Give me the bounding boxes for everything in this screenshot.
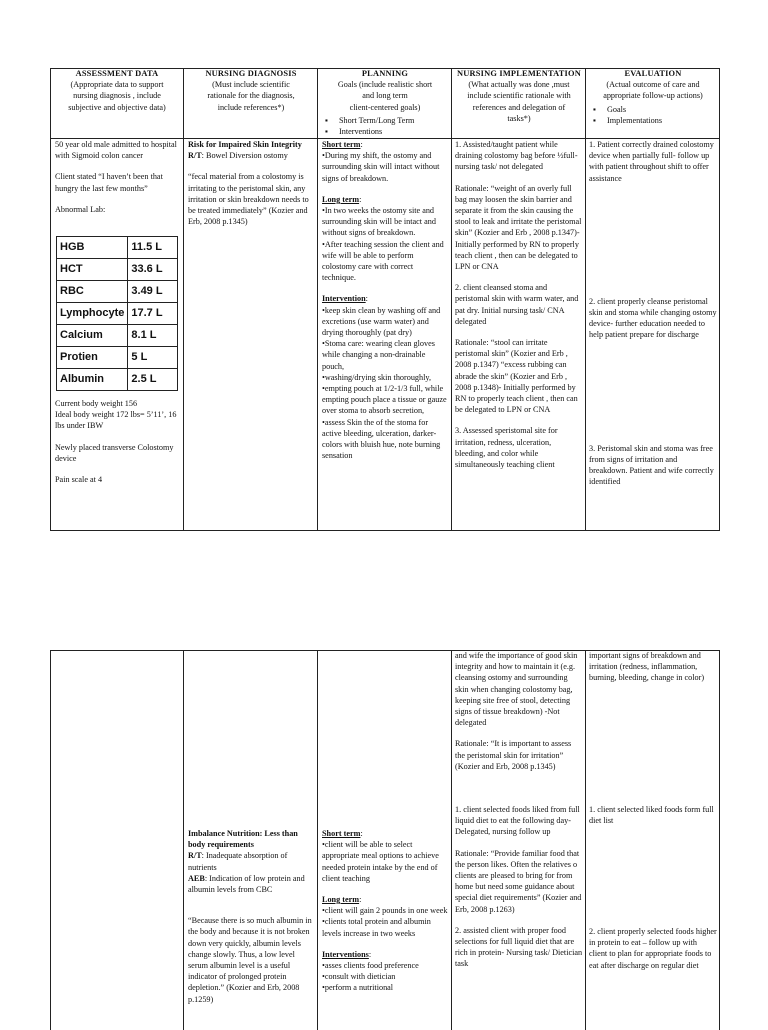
- header-subtitle: include scientific rationale with: [467, 91, 571, 101]
- header-bullet: ▪ Implementations: [589, 115, 717, 126]
- lab-value: 2.5 L: [128, 369, 178, 391]
- header-bullet: ▪ Short Term/Long Term: [321, 115, 449, 126]
- implementation-item: 3. Assessed speristomal site for irritation, redness, ulceration, bleeding, and color while simultaneously teaching client: [455, 426, 558, 470]
- interventions: •keep skin clean by washing off and excretions (use warm water) and drying thoroughly (pat dry) •Stoma care: wearing clean gloves while changing a non-drainable pouch, •washing/drying skin thoroughly, •empting pouch at 1/2-1/3 full, while empting pouch place a tissue or gauze over stoma to absorb secretion, •assess Skin the of the stoma for active bleeding, ulceration, darker-colors with bluish hue, note burning sensation: [322, 305, 447, 461]
- header-title: PLANNING: [361, 69, 409, 78]
- planning-cell: Short term: •During my shift, the ostomy and surrounding skin will intact without signs of breakdown. Long term: •In two weeks the ostomy site and surrounding skin will be intact and without signs of breakdown. •After teaching session the client and wife will be able to perform colostomy care with correct technique. Intervention: •keep skin clean by washing off and excretions (use warm water) and drying thoroughly (pat dry) •Stoma care: wearing clean gloves while changing a non-drainable pouch, •washing/drying skin thoroughly, •empting pouch at 1/2-1/3 full, while empting pouch place a tissue or gauze over stoma to absorb secretion, •assess Skin the of the stoma for active bleeding, ulceration, darker-colors with bluish hue, note burning sensation: [322, 139, 449, 529]
- header-title: NURSING DIAGNOSIS: [205, 69, 297, 78]
- lab-name: Lymphocyte: [57, 303, 128, 325]
- header-title: NURSING IMPLEMENTATION: [457, 69, 581, 78]
- header-subtitle: include references*): [217, 102, 285, 112]
- evaluation-item: 1. client selected liked foods form full diet list: [589, 804, 714, 825]
- long-term-goals: •In two weeks the ostomy site and surrounding skin will be intact and without signs of breakdown. •After teaching session the client and wife will be able to perform colostomy care with correct technique.: [322, 206, 444, 283]
- lab-row: [57, 303, 178, 325]
- lab-name: RBC: [57, 281, 128, 303]
- long-term-label: Long term: [322, 895, 360, 905]
- lab-row: [57, 259, 178, 281]
- header-subtitle: (What actually was done ,must: [468, 80, 570, 90]
- column-divider: [183, 650, 184, 1030]
- header-subtitle: references and delegation of: [472, 102, 566, 112]
- diagnosis-title: Imbalance Nutrition: Less than body requirements: [188, 829, 298, 850]
- lab-row: [57, 347, 178, 369]
- intervention-label: Interventions: [322, 949, 369, 959]
- header-subtitle: rationale for the diagnosis,: [207, 91, 295, 101]
- diagnosis-cell: [188, 139, 315, 529]
- table-border-left: [50, 650, 51, 1030]
- planning-cell-2: Short term: •client will be able to select appropriate meal options to achieve needed protein intake by the end of client teaching Long term: •client will gain 2 pounds in one week •clients total protein and albumin levels increase in two weeks Interventions: •asses clients food preference •consult with dietician •perform a nutritional: [322, 829, 448, 993]
- lab-values-table: [56, 236, 178, 391]
- header-assessment: [53, 68, 181, 113]
- header-planning: [321, 68, 449, 137]
- care-plan-table-2: [50, 650, 720, 1030]
- implementation-rationale: Rationale: “weight of an overly full bag may loosen the skin barrier and separate it from the skin causing the stool to leak and irritate the peristomal skin” (Kozier and Erb , 2008 p.1347)- Initially performed by RN to properly teach client , then can be delegated to LPN or CNA: [455, 183, 582, 272]
- lab-row: [57, 281, 178, 303]
- implementation-rationale: Rationale: “Provide familiar food that the person likes. Often the relatives o clients are pleased to bring for from home but need some guidance about special diet requirements” (Kozier and Erb, 2008 p.1263): [455, 848, 582, 914]
- header-subtitle: nursing diagnosis , include: [73, 91, 161, 101]
- evaluation-cell: [589, 139, 717, 529]
- implementation-cell-2: [455, 650, 583, 1028]
- evaluation-item: 1. Patient correctly drained colostomy device when partially full- follow up with patient throughout shift to offer assistance: [589, 140, 714, 183]
- short-term-label: Short term: [322, 829, 361, 838]
- evaluation-item: 2. client properly selected foods higher in protein to eat – follow up with client to plan for appropriate foods to eat after discharge on regular diet: [589, 927, 717, 970]
- diagnosis-title: Risk for Impaired Skin Integrity: [188, 140, 302, 149]
- long-term-goals: •client will gain 2 pounds in one week •clients total protein and albumin levels increase in two weeks: [322, 906, 448, 938]
- evaluation-continued: important signs of breakdown and irritation (redness, inflammation, burning, bleeding, change in color): [589, 651, 705, 683]
- assessment-intro: 50 year old male admitted to hospital with Sigmoid colon cancer: [55, 140, 177, 161]
- header-diagnosis: [187, 68, 315, 113]
- header-implementation: [455, 68, 583, 124]
- lab-name: Albumin: [57, 369, 128, 391]
- evaluation-item: 2. client properly cleanse peristomal skin and stoma while changing ostomy device- further education needed to help patient prepare for discharge: [589, 296, 717, 340]
- column-divider: [585, 650, 586, 1030]
- header-subtitle: subjective and objective data): [68, 102, 166, 112]
- header-subtitle: (Appropriate data to support: [70, 80, 164, 90]
- evaluation-cell-2: [589, 650, 717, 1028]
- colostomy-note: Newly placed transverse Colostomy device: [55, 442, 174, 463]
- table-border-bottom: [50, 530, 720, 531]
- lab-value: 11.5 L: [128, 237, 178, 259]
- implementation-item: 1. Assisted/taught patient while draining colostomy bag before ½full- nursing task/ not delegated: [455, 140, 578, 172]
- header-subtitle: tasks*): [507, 113, 531, 123]
- lab-value: 17.7 L: [128, 303, 178, 325]
- aeb-label: AEB: [188, 873, 205, 883]
- rt-label: R/T: [188, 851, 202, 861]
- table-border-right: [719, 650, 720, 1030]
- implementation-item: 2. client cleansed stoma and peristomal skin with warm water, and pat dry. Initial nursing task/ CNA delegated: [455, 283, 579, 326]
- implementation-rationale: Rationale: “It is important to assess the peristomal skin for irritation” (Kozier and Erb, 2008 p.1345): [455, 739, 572, 771]
- lab-value: 5 L: [128, 347, 178, 369]
- interventions: •asses clients food preference •consult with dietician •perform a nutritional: [322, 961, 419, 993]
- short-term-goal: •During my shift, the ostomy and surrounding skin will intact without signs of breakdown.: [322, 151, 440, 183]
- lab-name: HGB: [57, 237, 128, 259]
- assessment-cell-lower: [55, 398, 180, 528]
- lab-value: 8.1 L: [128, 325, 178, 347]
- lab-name: HCT: [57, 259, 128, 281]
- header-subtitle: appropriate follow-up actions): [603, 91, 703, 101]
- column-divider: [451, 650, 452, 1030]
- assessment-quote: Client stated “I haven’t been that hungry the last few months”: [55, 172, 163, 193]
- implementation-cell: [455, 139, 583, 529]
- lab-row: [57, 237, 178, 259]
- diagnosis-rationale: “fecal material from a colostomy is irritating to the peristomal skin, any irritation or skin breakdown needs to be treated immediately” (Kozier and Erb, 2008 p.1345): [188, 172, 309, 227]
- lab-value: 33.6 L: [128, 259, 178, 281]
- lab-row: [57, 369, 178, 391]
- lab-row: [57, 325, 178, 347]
- lab-title: Abnormal Lab:: [55, 204, 106, 214]
- lab-name: Calcium: [57, 325, 128, 347]
- column-divider: [317, 650, 318, 1030]
- header-subtitle: (Must include scientific: [212, 80, 290, 90]
- short-term-goal: •client will be able to select appropriate meal options to achieve needed protein intake by the end of client teaching: [322, 840, 439, 883]
- long-term-label: Long term: [322, 194, 360, 204]
- evaluation-item: 3. Peristomal skin and stoma was free from signs of irritation and breakdown. Patient and wife correctly identified: [589, 443, 714, 487]
- pain-scale: Pain scale at 4: [55, 475, 103, 485]
- header-title: EVALUATION: [624, 69, 682, 78]
- rt-label: R/T: [188, 151, 202, 161]
- diagnosis-cell-2: [188, 828, 315, 1028]
- header-subtitle: and long term: [362, 91, 408, 101]
- header-subtitle: (Actual outcome of care and: [606, 80, 700, 90]
- implementation-continued: and wife the importance of good skin integrity and how to maintain it (e.g. cleansing ostomy and surrounding skin when changing colostomy bag, keeping site free of stool, detecting signs of tissue breakdown) -Not delegated: [455, 651, 578, 728]
- header-title: ASSESSMENT DATA: [75, 69, 159, 78]
- implementation-item: 2. assisted client with proper food selections for full liquid diet that are rich in protein- Nursing task/ Dietician task: [455, 925, 583, 969]
- intervention-label: Intervention: [322, 294, 366, 304]
- lab-name: Protien: [57, 347, 128, 369]
- short-term-label: Short term: [322, 140, 361, 149]
- care-plan-table-1: [50, 68, 720, 531]
- diagnosis-rationale: “Because there is so much albumin in the body and because it is not broken down very quickly, albumin levels change slowly. Thus, a low level serum albumin level is a useful indicator of prolonged protein depletion.” (Kozier and Erb, 2008 p.1259): [188, 916, 312, 1004]
- header-subtitle: client-centered goals): [349, 102, 421, 112]
- rt-text: : Bowel Diversion ostomy: [201, 151, 288, 161]
- rt-text: : Inadequate absorption of nutrients: [188, 851, 288, 872]
- header-subtitle: Goals (include realistic short: [337, 80, 433, 90]
- header-bullet: ▪ Goals: [589, 104, 717, 115]
- aeb-text: : Indication of low protein and albumin levels from CBC: [188, 873, 305, 895]
- header-evaluation: [589, 68, 717, 126]
- lab-value: 3.49 L: [128, 281, 178, 303]
- body-weight: Current body weight 156 Ideal body weight 172 lbs= 5’11’, 16 lbs under IBW: [55, 399, 177, 431]
- implementation-item: 1. client selected foods liked from full liquid diet to eat the following day- Delegated, nursing follow up: [455, 805, 580, 837]
- header-bullet: ▪ Interventions: [321, 126, 449, 137]
- implementation-rationale: Rationale: “stool can irritate peristomal skin” (Kozier and Erb , 2008 p.1347) “excess rubbing can abrade the skin” (Kozier and Erb , 2008 p.1348)- Initially performed by RN to properly teach client , then can be delegated to LPN or CNA: [455, 338, 578, 415]
